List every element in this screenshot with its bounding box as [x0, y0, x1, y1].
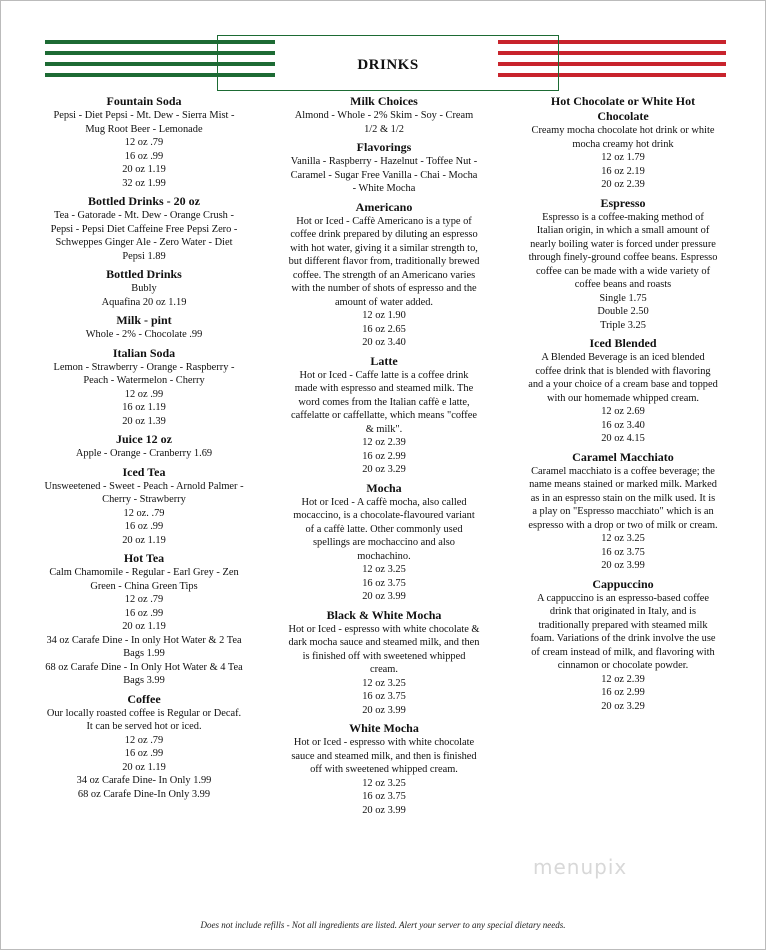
title-box [217, 35, 559, 91]
section-description: Creamy mocha chocolate hot drink or white mocha creamy hot drink [531, 125, 715, 150]
price-line: 20 oz 1.19 [122, 164, 166, 175]
price-line: 16 oz 3.75 [362, 691, 406, 702]
price-line: 20 oz 1.19 [122, 761, 166, 773]
price-line: 20 oz 3.40 [362, 337, 406, 348]
menu-section [44, 551, 244, 688]
price-line: 68 oz Carafe Dine-In Only 3.99 [77, 788, 211, 800]
section-title: White Mocha [349, 721, 419, 735]
section-title: Black & White Mocha [326, 607, 442, 622]
menu-section [528, 336, 718, 446]
page-title: DRINKS [357, 56, 419, 73]
price-line: 12 oz. .79 [123, 507, 165, 519]
price-line: 16 oz 2.99 [601, 687, 645, 698]
price-line: 20 oz 1.39 [122, 415, 166, 427]
price-line: 20 oz 2.39 [601, 179, 645, 190]
section-title: Milk - pint [116, 313, 172, 327]
price-line: 34 oz Carafe Dine- In Only 1.99 [76, 775, 212, 786]
section-title: Latte [370, 353, 398, 368]
price-line: 20 oz 3.29 [362, 464, 406, 475]
section-title: Italian Soda [112, 345, 176, 360]
price-line: 16 oz 2.65 [362, 323, 406, 335]
section-description: Unsweetened - Sweet - Peach - Arnold Palmer - Cherry - Strawberry [44, 480, 244, 505]
price-line: 20 oz 3.99 [362, 704, 406, 716]
section-description: Vanilla - Raspberry - Hazelnut - Toffee Nut - Caramel - Sugar Free Vanilla - Chai - Mocha - White Mocha [290, 156, 478, 194]
price-line: 20 oz 4.15 [601, 433, 645, 444]
section-description: Hot or Iced - espresso with white chocolate sauce and steamed milk, and then is finished off with sweetened whipped cream. [291, 737, 477, 775]
menu-section [288, 721, 480, 817]
section-title: Milk Choices [350, 94, 418, 108]
section-title: Bottled Drinks [106, 267, 182, 281]
price-line: Aquafina 20 oz 1.19 [101, 296, 187, 308]
price-line: Double 2.50 [597, 306, 649, 317]
price-line: 12 oz 3.25 [362, 677, 406, 689]
menu-section [44, 432, 244, 461]
menu-section [528, 196, 718, 333]
menu-column-left [44, 94, 244, 805]
price-line: 16 oz .99 [124, 521, 164, 532]
menu-section [44, 692, 244, 802]
price-line: 16 oz 3.75 [601, 546, 645, 558]
price-line: 68 oz Carafe Dine - In Only Hot Water & 4 Tea Bags 3.99 [45, 661, 243, 686]
section-description: A cappuccino is an espresso-based coffee drink that originated in Italy, and is traditionally prepared with steamed milk foam. Variations of the drink involve the use of cream instead of milk, and flavoring with cinnamon or chocolate powder. [530, 592, 716, 671]
footer-note: Does not include refills - Not all ingredients are listed. Alert your server to any special dietary needs. [200, 920, 566, 930]
section-description: Hot or Iced - Caffe latte is a coffee drink made with espresso and steamed milk. The word comes from the Italian caffè e latte, caffelatte or caffellatte, which means "coffee & milk". [291, 369, 477, 435]
section-description: Apple - Orange - Cranberry 1.69 [75, 448, 213, 459]
price-line: 12 oz 3.25 [362, 564, 406, 575]
menu-column-right [528, 94, 718, 717]
price-line: 16 oz .99 [124, 748, 164, 759]
section-title: Bottled Drinks - 20 oz [88, 194, 200, 208]
price-line: 20 oz 3.99 [601, 560, 645, 571]
section-title: Hot Tea [123, 551, 165, 565]
price-line: 12 oz .79 [124, 594, 164, 605]
price-line: 34 oz Carafe Dine - In only Hot Water & 2 Tea Bags 1.99 [46, 634, 242, 659]
menu-section [44, 465, 244, 548]
price-line: 12 oz .79 [124, 137, 164, 148]
price-line: 12 oz 2.39 [362, 437, 406, 448]
price-line: 16 oz 3.75 [362, 791, 406, 802]
section-description: Hot or Iced - espresso with white chocolate & dark mocha sauce and steamed milk, and then is finished off with sweetened whipped cream. [288, 623, 480, 675]
price-line: 12 oz 3.25 [601, 533, 645, 544]
menu-section [528, 94, 718, 192]
section-title: Juice 12 oz [116, 432, 172, 446]
menu-section [44, 313, 244, 342]
section-description: Tea - Gatorade - Mt. Dew - Orange Crush - Pepsi - Pepsi Diet Caffeine Free Pepsi Zero - Schweppes Ginger Ale - Zero Water - Diet Pepsi 1.89 [50, 210, 238, 262]
section-title: Espresso [600, 195, 646, 210]
section-description: Hot or Iced - A caffè mocha, also called mocaccino, is a chocolate-flavoured variant of a caffè latte. Other commonly used spellings are mochaccino and also mochachino. [293, 496, 475, 562]
menu-section [44, 267, 244, 309]
price-line: 16 oz .99 [124, 150, 164, 162]
section-description: Caramel macchiato is a coffee beverage; the name means stained or marked milk. Marked as in an espresso stain on the milk used. It is a play on "Espresso macchiato" which is an espresso with a drop or two of milk or cream. [528, 465, 718, 531]
price-line: 16 oz 2.99 [362, 450, 406, 462]
section-title: Americano [355, 199, 413, 214]
price-line: 12 oz 2.69 [601, 406, 645, 417]
price-line: 20 oz 1.19 [122, 534, 166, 546]
price-line: 12 oz 3.25 [362, 777, 406, 789]
section-title: Fountain Soda [106, 94, 182, 108]
section-description: Bubly [131, 283, 157, 294]
section-title: Flavorings [356, 140, 412, 154]
menu-section [528, 450, 718, 573]
price-line: 20 oz 3.99 [362, 591, 406, 602]
section-description: Our locally roasted coffee is Regular or Decaf. It can be served hot or iced. [46, 707, 242, 732]
menu-section [44, 194, 244, 263]
price-line: Triple 3.25 [600, 319, 646, 331]
section-description: Almond - Whole - 2% Skim - Soy - Cream 1/2 & 1/2 [294, 110, 474, 135]
price-line: 12 oz 2.39 [601, 673, 645, 685]
menu-section [288, 481, 480, 604]
section-description: Whole - 2% - Chocolate .99 [85, 329, 203, 340]
section-title: Coffee [127, 691, 161, 706]
price-line: 12 oz .79 [124, 734, 164, 746]
section-title: Iced Tea [122, 464, 166, 479]
section-description: Pepsi - Diet Pepsi - Mt. Dew - Sierra Mist - Mug Root Beer - Lemonade [53, 110, 235, 135]
section-description: A Blended Beverage is an iced blended coffee drink that is blended with flavoring and a your choice of a cream base and topped with our homemade whipped cream. [528, 352, 718, 404]
section-title: Cappuccino [592, 576, 654, 591]
menu-section [288, 608, 480, 718]
price-line: 16 oz 2.19 [601, 165, 645, 177]
section-title: Hot Chocolate or White Hot Chocolate [550, 94, 696, 123]
menu-column-middle [288, 94, 480, 821]
price-line: 20 oz 1.19 [122, 621, 166, 632]
menu-section [288, 200, 480, 350]
section-description: Espresso is a coffee-making method of Italian origin, in which a small amount of nearly boiling water is forced under pressure through finely-ground coffee beans. Espresso coffee can be made with a wide variety of coffee beans and roasts [528, 211, 718, 290]
menu-section [288, 140, 480, 196]
section-description: Hot or Iced - Caffè Americano is a type of coffee drink prepared by diluting an espresso with hot water, giving it a similar strength to, but different flavor from, traditionally brewed coffee. The strength of an Americano varies with the number of shots of espresso and the amount of water added. [288, 215, 480, 308]
price-line: 16 oz .99 [124, 607, 164, 619]
price-line: 16 oz 3.75 [362, 577, 406, 589]
price-line: 12 oz 1.79 [601, 152, 645, 163]
menu-section [44, 346, 244, 429]
section-title: Caramel Macchiato [572, 449, 674, 464]
price-line: Single 1.75 [599, 292, 647, 304]
section-description: Lemon - Strawberry - Orange - Raspberry - Peach - Watermelon - Cherry [53, 361, 235, 386]
section-title: Iced Blended [589, 336, 657, 350]
section-title: Mocha [366, 480, 402, 495]
price-line: 12 oz .99 [124, 388, 164, 400]
menu-section [288, 94, 480, 136]
price-line: 20 oz 3.29 [601, 700, 645, 712]
menu-section [288, 354, 480, 477]
price-line: 20 oz 3.99 [362, 804, 406, 816]
price-line: 16 oz 1.19 [122, 402, 166, 413]
price-line: 12 oz 1.90 [362, 310, 406, 321]
menu-section [528, 577, 718, 714]
price-line: 32 oz 1.99 [122, 177, 166, 189]
watermark: menupix [533, 855, 628, 879]
section-description: Calm Chamomile - Regular - Earl Grey - Zen Green - China Green Tips [49, 567, 239, 592]
price-line: 16 oz 3.40 [601, 419, 645, 431]
menu-section [44, 94, 244, 190]
